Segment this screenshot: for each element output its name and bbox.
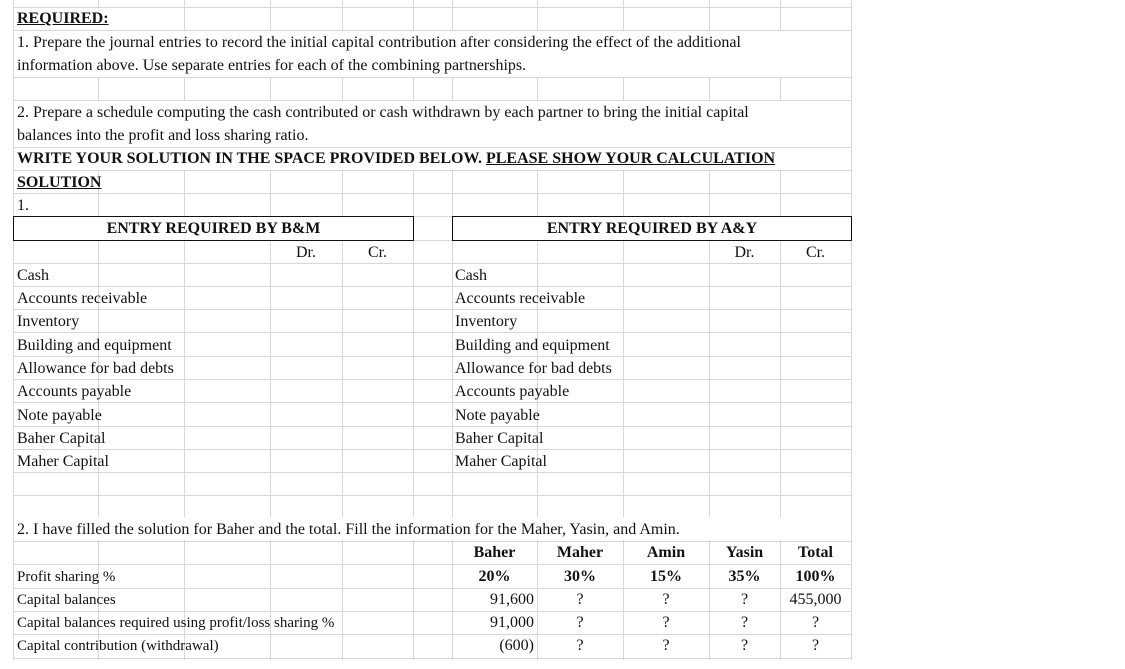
cell-profit-sharing-total: 100% <box>795 568 836 585</box>
ay-account-building-equipment: Building and equipment <box>455 337 610 354</box>
header-baher: Baher <box>473 544 516 561</box>
grid-column-line <box>270 0 271 660</box>
required-heading: REQUIRED: <box>17 10 109 27</box>
bm-entry-title: ENTRY REQUIRED BY B&M <box>106 220 321 237</box>
ay-account-cash: Cash <box>455 267 487 284</box>
grid-row-line <box>13 541 851 542</box>
cell-capital-balances-maher: ? <box>576 591 584 608</box>
ay-dr-header: Dr. <box>734 244 755 261</box>
row-label-capital-balances: Capital balances <box>17 592 116 608</box>
part1-label: 1. <box>17 197 29 214</box>
cell-profit-sharing-amin: 15% <box>650 568 682 585</box>
cell-capital-contribution-yasin: ? <box>740 637 749 654</box>
bm-account-accounts-receivable: Accounts receivable <box>17 290 148 307</box>
cell-capital-contribution-baher: (600) <box>499 637 534 654</box>
bm-account-accounts-payable: Accounts payable <box>17 383 132 400</box>
ay-entry-title: ENTRY REQUIRED BY A&Y <box>546 220 758 237</box>
header-yasin: Yasin <box>725 544 764 561</box>
cell-profit-sharing-maher: 30% <box>564 568 596 585</box>
solution-heading: SOLUTION <box>17 174 102 191</box>
bm-account-allowance-bad-debts: Allowance for bad debts <box>17 360 174 377</box>
cell-capital-required-baher: 91,000 <box>490 614 534 631</box>
grid-column-line <box>851 0 852 660</box>
cell-capital-required-yasin: ? <box>740 614 749 631</box>
grid-row-line <box>13 77 851 78</box>
header-total: Total <box>798 544 833 561</box>
grid-column-line <box>184 0 185 660</box>
grid-row-line <box>13 611 851 612</box>
grid-row-line <box>13 193 851 194</box>
grid-row-line <box>13 588 851 589</box>
grid-row-line <box>13 634 851 635</box>
instruction-line <box>17 149 775 169</box>
cell-profit-sharing-baher: 20% <box>478 568 511 585</box>
cell-capital-contribution-maher: ? <box>576 637 584 654</box>
schedule-intro: 2. I have filled the solution for Baher and the total. Fill the information for the Maher, Yasin, and Amin. <box>17 521 680 538</box>
grid-row-line <box>13 356 851 357</box>
bm-account-cash: Cash <box>17 267 49 284</box>
cell-capital-contribution-amin: ? <box>662 637 670 654</box>
ay-account-inventory: Inventory <box>455 313 518 330</box>
grid-column-line <box>342 0 343 660</box>
grid-column-line <box>413 0 414 660</box>
grid-row-line <box>13 658 851 659</box>
bm-account-inventory: Inventory <box>17 313 80 330</box>
grid-row-line <box>13 564 851 565</box>
instruction-underlined: PLEASE SHOW YOUR CALCULATION <box>485 150 776 167</box>
header-maher: Maher <box>556 544 604 561</box>
cell-capital-required-maher: ? <box>576 614 584 631</box>
cell-profit-sharing-yasin: 35% <box>728 568 761 585</box>
ay-account-accounts-payable: Accounts payable <box>455 383 570 400</box>
bm-account-building-equipment: Building and equipment <box>17 337 172 354</box>
ay-account-allowance-bad-debts: Allowance for bad debts <box>455 360 612 377</box>
header-amin: Amin <box>646 544 686 561</box>
cell-capital-contribution-total: ? <box>811 637 820 654</box>
required-item1-line2: information above. Use separate entries for each of the combining partnerships. <box>17 57 527 74</box>
ay-account-maher-capital: Maher Capital <box>455 453 547 470</box>
grid-column-line <box>13 0 14 660</box>
grid-row-line <box>13 426 851 427</box>
grid-row-line <box>13 379 851 380</box>
required-item2-line1: 2. Prepare a schedule computing the cash contributed or cash withdrawn by each partner to bring the initial capital <box>17 104 749 121</box>
bm-account-baher-capital: Baher Capital <box>17 430 106 447</box>
grid-row-line <box>13 170 851 171</box>
required-item1-line1: 1. Prepare the journal entries to record the initial capital contribution after considering the effect of the additional <box>17 34 741 51</box>
instruction-plain: WRITE YOUR SOLUTION IN THE SPACE PROVIDED BELOW. <box>17 150 482 167</box>
bm-account-note-payable: Note payable <box>17 407 102 424</box>
grid-row-line <box>13 495 851 496</box>
grid-row-line <box>13 263 851 264</box>
ay-account-note-payable: Note payable <box>455 407 540 424</box>
cell-capital-balances-baher: 91,600 <box>490 591 534 608</box>
ay-cr-header: Cr. <box>805 244 826 261</box>
grid-row-line <box>13 402 851 403</box>
cell-capital-balances-amin: ? <box>662 591 670 608</box>
grid-row-line <box>13 309 851 310</box>
cell-capital-required-total: ? <box>811 614 820 631</box>
cell-capital-balances-total: 455,000 <box>789 591 842 608</box>
cell-capital-required-amin: ? <box>662 614 670 631</box>
cell-capital-balances-yasin: ? <box>740 591 749 608</box>
required-item2-line2: balances into the profit and loss sharing ratio. <box>17 127 309 144</box>
bm-cr-header: Cr. <box>367 244 388 261</box>
ay-account-accounts-receivable: Accounts receivable <box>455 290 586 307</box>
bm-dr-header: Dr. <box>296 244 316 261</box>
row-label-profit-sharing: Profit sharing % <box>17 569 116 585</box>
ay-account-baher-capital: Baher Capital <box>455 430 544 447</box>
grid-row-line <box>13 472 851 473</box>
bm-account-maher-capital: Maher Capital <box>17 453 109 470</box>
row-label-capital-required: Capital balances required using profit/loss sharing % <box>17 615 335 631</box>
row-label-capital-contribution: Capital contribution (withdrawal) <box>17 638 219 654</box>
grid-column-line <box>98 0 99 660</box>
grid-row-line <box>13 332 851 333</box>
grid-row-line <box>13 449 851 450</box>
grid-row-line <box>13 286 851 287</box>
